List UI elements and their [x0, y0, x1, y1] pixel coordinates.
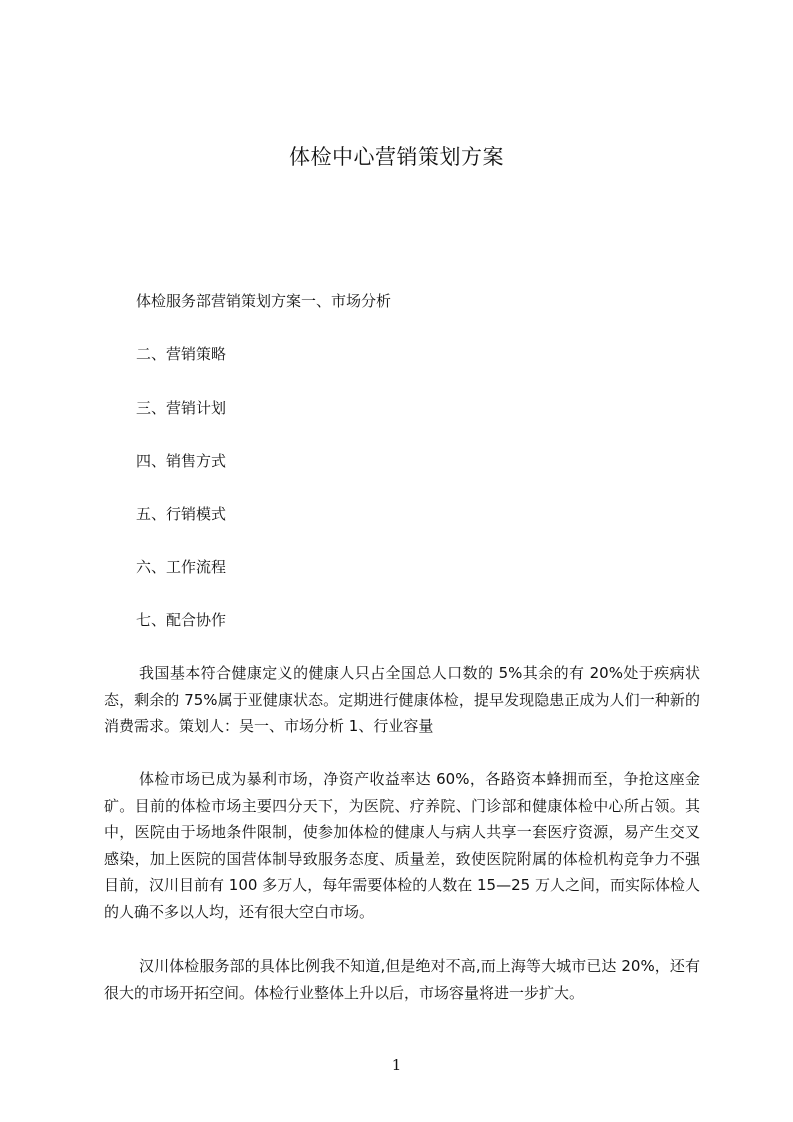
section-heading-5: 五、行销模式: [136, 505, 227, 523]
paragraph-market-overview: 体检市场已成为暴利市场，净资产收益率达 60%，各路资本蜂拥而至，争抢这座金矿。目前的体检市场主要四分天下，为医院、疗养院、门诊部和健康体检中心所占领。其中，医院由于场地条件限制，使参加体检的健康人与病人共享一套医疗资源，易产生交叉感染，加上医院的国营体制导致服务态度、质量差，致使医院附属的体检机构竞争力不强目前，汉川目前有 100 多万人，每年需要体检的人数在 15—25 万人之间，而实际体检人的人确不多以人均，还有很大空白市场。: [104, 770, 700, 921]
paragraph-market-potential: 汉川体检服务部的具体比例我不知道,但是绝对不高,而上海等大城市已达 20%，还有很大的市场开拓空间。体检行业整体上升以后，市场容量将进一步扩大。: [104, 957, 700, 1002]
section-heading-6: 六、工作流程: [136, 558, 227, 576]
section-heading-1: 体检服务部营销策划方案一、市场分析: [136, 292, 392, 310]
section-heading-2: 二、营销策略: [136, 345, 227, 363]
section-heading-3: 三、营销计划: [136, 399, 227, 417]
section-heading-7: 七、配合协作: [136, 611, 227, 629]
page-number: 1: [391, 1056, 402, 1074]
section-heading-4: 四、销售方式: [136, 452, 227, 470]
document-title: 体检中心营销策划方案: [289, 145, 504, 169]
paragraph-health-statistics: 我国基本符合健康定义的健康人只占全国总人口数的 5%其余的有 20%处于疾病状态，剩余的 75%属于亚健康状态。定期进行健康体检，提早发现隐患正成为人们一种新的消费需求。策划人：吴一、市场分析 1、行业容量: [104, 664, 700, 736]
